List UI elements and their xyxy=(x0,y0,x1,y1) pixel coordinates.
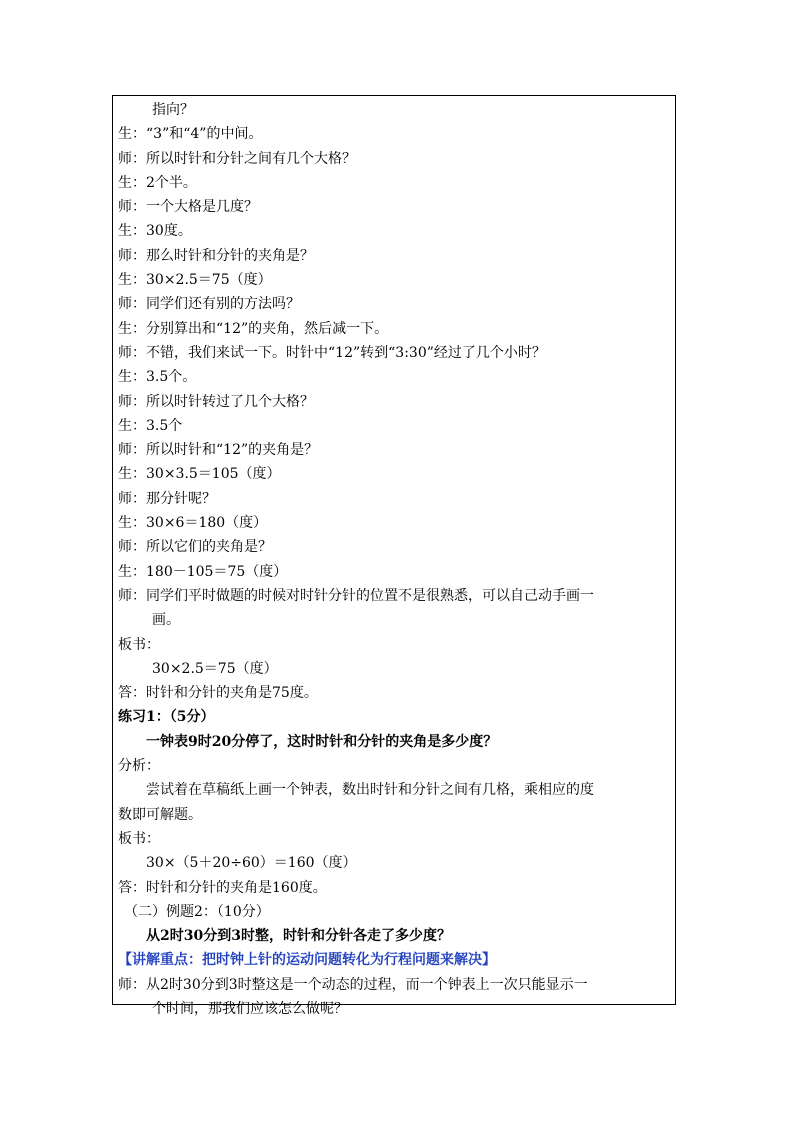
text-line: 师：那分针呢？ xyxy=(118,490,216,507)
text-line: 生：30度。 xyxy=(118,223,192,240)
text-line: 生：分别算出和“12”的夹角，然后减一下。 xyxy=(118,320,389,337)
text-line: 生：3.5个。 xyxy=(118,369,197,386)
text-line: 生：180－105＝75（度） xyxy=(118,563,288,580)
text-line: 生：30×3.5＝105（度） xyxy=(118,466,281,483)
example-heading: （二）例题2：（10分） xyxy=(124,903,270,920)
formula-line: 30×2.5＝75（度） xyxy=(152,660,278,677)
text-line: 画。 xyxy=(152,612,180,629)
text-line: 师：从2时30分到3时整这是一个动态的过程，而一个钟表上一次只能显示一 xyxy=(118,976,588,993)
text-line: 板书： xyxy=(118,830,160,847)
answer-line: 答：时针和分针的夹角是160度。 xyxy=(118,879,327,896)
text-line: 师：一个大格是几度？ xyxy=(118,199,258,216)
text-line: 生：30×2.5＝75（度） xyxy=(118,272,272,289)
exercise-question: 一钟表9时20分停了，这时时针和分针的夹角是多少度？ xyxy=(146,733,498,750)
text-line: 师：所以时针转过了几个大格？ xyxy=(118,393,314,410)
key-point-note: 【讲解重点：把时钟上针的运动问题转化为行程问题来解决】 xyxy=(118,952,496,969)
formula-line: 30×（5＋20÷60）＝160（度） xyxy=(146,855,357,872)
lesson-content xyxy=(118,98,674,1021)
exercise-heading: 练习1：（5分） xyxy=(118,709,215,726)
text-line: 个时间，那我们应该怎么做呢？ xyxy=(152,1000,348,1017)
text-line: 师：所以它们的夹角是？ xyxy=(118,539,272,556)
text-line: 师：不错，我们来试一下。时针中“12”转到“3:30”经过了几个小时？ xyxy=(118,344,546,361)
text-line: 师：同学们平时做题的时候对时针分针的位置不是很熟悉，可以自己动手画一 xyxy=(118,587,594,604)
text-line: 生：30×6＝180（度） xyxy=(118,515,268,532)
text-line: 师：所以时针和“12”的夹角是？ xyxy=(118,442,319,459)
answer-line: 答：时针和分针的夹角是75度。 xyxy=(118,685,318,702)
text-line: 师：那么时针和分针的夹角是？ xyxy=(118,247,314,264)
text-line: 数即可解题。 xyxy=(118,806,202,823)
text-line: 生：“3”和“4”的中间。 xyxy=(118,126,263,143)
text-line: 生：3.5个 xyxy=(118,417,183,434)
text-line: 分析： xyxy=(118,758,160,775)
example-question: 从2时30分到3时整，时针和分针各走了多少度？ xyxy=(146,928,451,945)
text-line: 生：2个半。 xyxy=(118,174,197,191)
text-line: 师：同学们还有别的方法吗？ xyxy=(118,296,300,313)
text-line: 指向？ xyxy=(152,102,194,118)
text-line: 板书： xyxy=(118,636,160,653)
text-line: 尝试着在草稿纸上画一个钟表，数出时针和分针之间有几格，乘相应的度 xyxy=(146,782,594,799)
text-line: 师：所以时针和分针之间有几个大格？ xyxy=(118,150,356,167)
